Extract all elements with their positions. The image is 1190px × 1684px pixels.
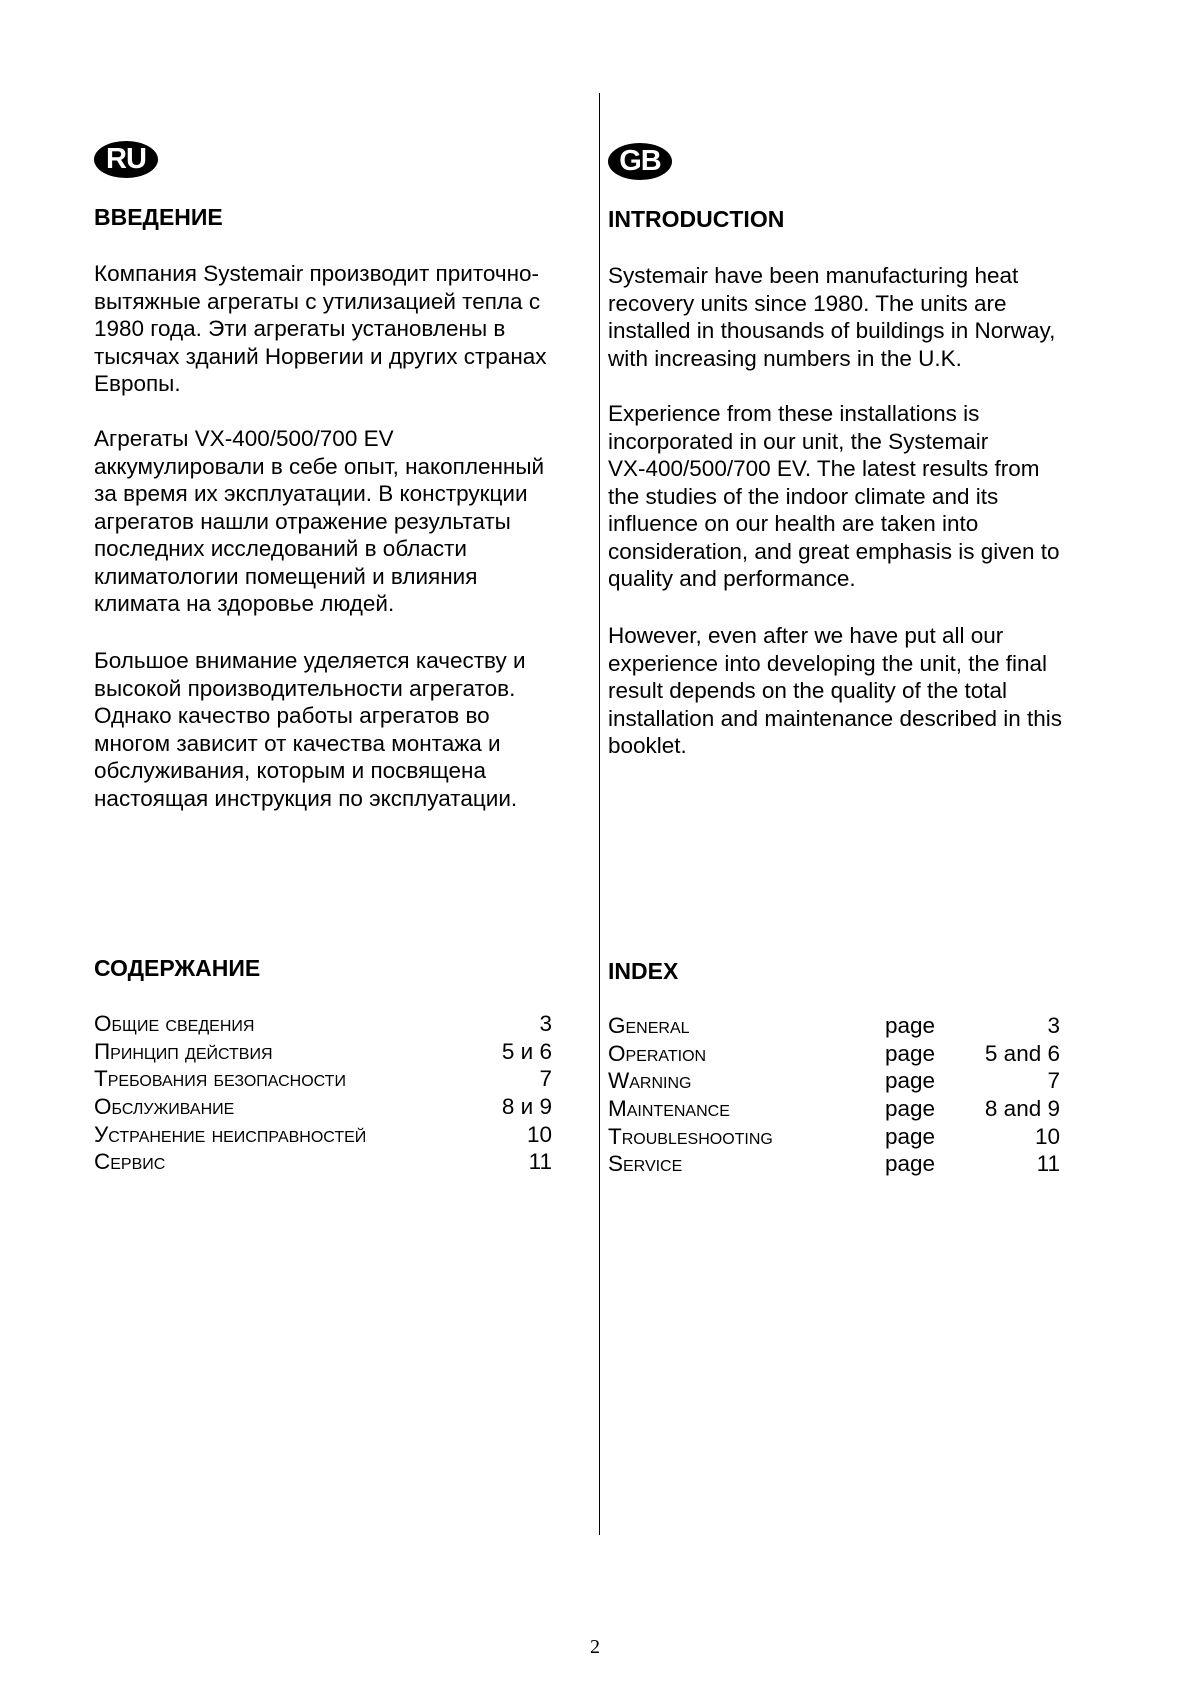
index-entry-name: Требования безопасности [94, 1066, 346, 1092]
index-entry-name: Обслуживание [94, 1094, 235, 1120]
text-line: VX-400/500/700 EV. The latest results from [608, 456, 1040, 481]
index-row [608, 1040, 1108, 1068]
text-line: климата на здоровье людей. [94, 591, 395, 616]
text-line: Большое внимание уделяется качеству и [94, 648, 526, 673]
text-line: Experience from these installations is [608, 401, 980, 426]
gb-paragraph-3 [608, 622, 1062, 760]
text-line: 1980 года. Эти агрегаты установлены в [94, 316, 506, 341]
text-line: настоящая инструкция по эксплуатации. [94, 785, 518, 811]
index-entry-page: 5 и 6 [501, 1038, 552, 1064]
index-entry-page: 10 [526, 1121, 552, 1147]
ru-index-heading: СОДЕРЖАНИЕ [94, 955, 261, 981]
ru-language-badge: RU [94, 141, 158, 178]
text-line: за время их эксплуатации. В конструкции [94, 481, 528, 506]
ru-paragraph-3 [94, 647, 526, 812]
index-entry-name: Operation [608, 1040, 707, 1066]
index-entry-page: 8 и 9 [501, 1094, 552, 1120]
text-line: booklet. [608, 733, 687, 758]
gb-language-badge: GB [608, 143, 672, 180]
gb-paragraph-2 [608, 400, 1060, 593]
text-line: However, even after we have put all our [608, 623, 1004, 648]
text-line: аккумулировали в себе опыт, накопленный [94, 453, 545, 479]
ru-paragraph-1 [94, 260, 547, 398]
index-entry-name: Warning [608, 1068, 692, 1094]
text-line: the studies of the indoor climate and its [608, 483, 999, 509]
text-line: influence on our health are taken into [608, 511, 979, 536]
text-line: incorporated in our unit, the Systemair [608, 428, 989, 454]
index-entry-page: 8 and 9 [984, 1096, 1060, 1122]
index-row [608, 1095, 1108, 1123]
index-row [608, 1150, 1108, 1178]
text-line: Однако качество работы агрегатов во [94, 703, 490, 728]
text-line: высокой производительности агрегатов. [94, 675, 516, 701]
text-line: Systemair have been manufacturing heat [608, 263, 1019, 288]
text-line: Агрегаты VX-400/500/700 EV [94, 426, 394, 451]
index-entry-page: 11 [1036, 1151, 1060, 1177]
index-entry-name: Общие сведения [94, 1011, 255, 1036]
text-line: quality and performance. [608, 566, 856, 591]
index-entry-page-label: page [885, 1068, 936, 1094]
text-line: experience into developing the unit, the final [608, 650, 1048, 676]
text-line: обслуживания, которым и посвящена [94, 758, 486, 783]
index-entry-page: 7 [1047, 1068, 1060, 1094]
text-line: with increasing numbers in the U.K. [608, 345, 962, 371]
text-line: consideration, and great emphasis is given to [608, 538, 1060, 564]
index-entry-page: 11 [528, 1149, 552, 1175]
text-line: result depends on the quality of the total [608, 678, 1008, 703]
page-number: 2 [590, 1636, 600, 1658]
index-row [94, 1038, 590, 1066]
index-entry-page-label: page [885, 1151, 936, 1177]
index-entry-name: Устранение неисправностей [94, 1121, 367, 1147]
index-entry-page-label: page [885, 1040, 936, 1066]
text-line: последних исследований в области [94, 536, 467, 561]
index-entry-name: General [608, 1013, 690, 1038]
text-line: installation and maintenance described in this [608, 705, 1063, 731]
gb-paragraph-1 [608, 262, 1055, 372]
index-entry-name: Service [608, 1151, 683, 1177]
index-entry-page: 7 [539, 1066, 552, 1092]
index-row [94, 1010, 590, 1038]
index-entry-name: Maintenance [608, 1096, 730, 1122]
text-line: Компания Systemair производит приточно- [94, 261, 540, 286]
index-entry-name: Принцип действия [94, 1038, 273, 1064]
gb-index-heading: INDEX [608, 958, 679, 984]
gb-index-list [608, 1012, 1108, 1178]
index-row [608, 1012, 1108, 1040]
text-line: вытяжные агрегаты с утилизацией тепла с [94, 288, 541, 314]
text-line: многом зависит от качества монтажа и [94, 730, 501, 756]
index-row [94, 1065, 590, 1093]
ru-index-list [94, 1010, 590, 1176]
text-line: тысячах зданий Норвегии и других странах [94, 343, 547, 369]
column-divider [599, 93, 600, 1535]
index-row [94, 1093, 590, 1121]
index-entry-page: 5 and 6 [984, 1040, 1060, 1066]
index-entry-page: 10 [1034, 1123, 1060, 1149]
ru-intro-heading: ВВЕДЕНИЕ [94, 204, 223, 230]
index-row [608, 1123, 1108, 1151]
index-entry-name: Troubleshooting [608, 1123, 773, 1149]
index-entry-page: 3 [539, 1011, 552, 1036]
gb-intro-heading: INTRODUCTION [608, 206, 785, 232]
index-entry-page-label: page [885, 1013, 936, 1038]
index-row [94, 1148, 590, 1176]
index-entry-page-label: page [885, 1123, 936, 1149]
index-entry-page: 3 [1047, 1013, 1060, 1038]
index-entry-name: Сервис [94, 1149, 166, 1175]
text-line: recovery units since 1980. The units are [608, 290, 1007, 316]
text-line: агрегатов нашли отражение результаты [94, 508, 511, 534]
index-row [608, 1067, 1108, 1095]
index-entry-page-label: page [885, 1096, 936, 1122]
ru-paragraph-2 [94, 425, 544, 618]
text-line: климатологии помещений и влияния [94, 563, 478, 589]
index-row [94, 1121, 590, 1149]
text-line: installed in thousands of buildings in Norway, [608, 318, 1056, 343]
text-line: Европы. [94, 371, 181, 396]
